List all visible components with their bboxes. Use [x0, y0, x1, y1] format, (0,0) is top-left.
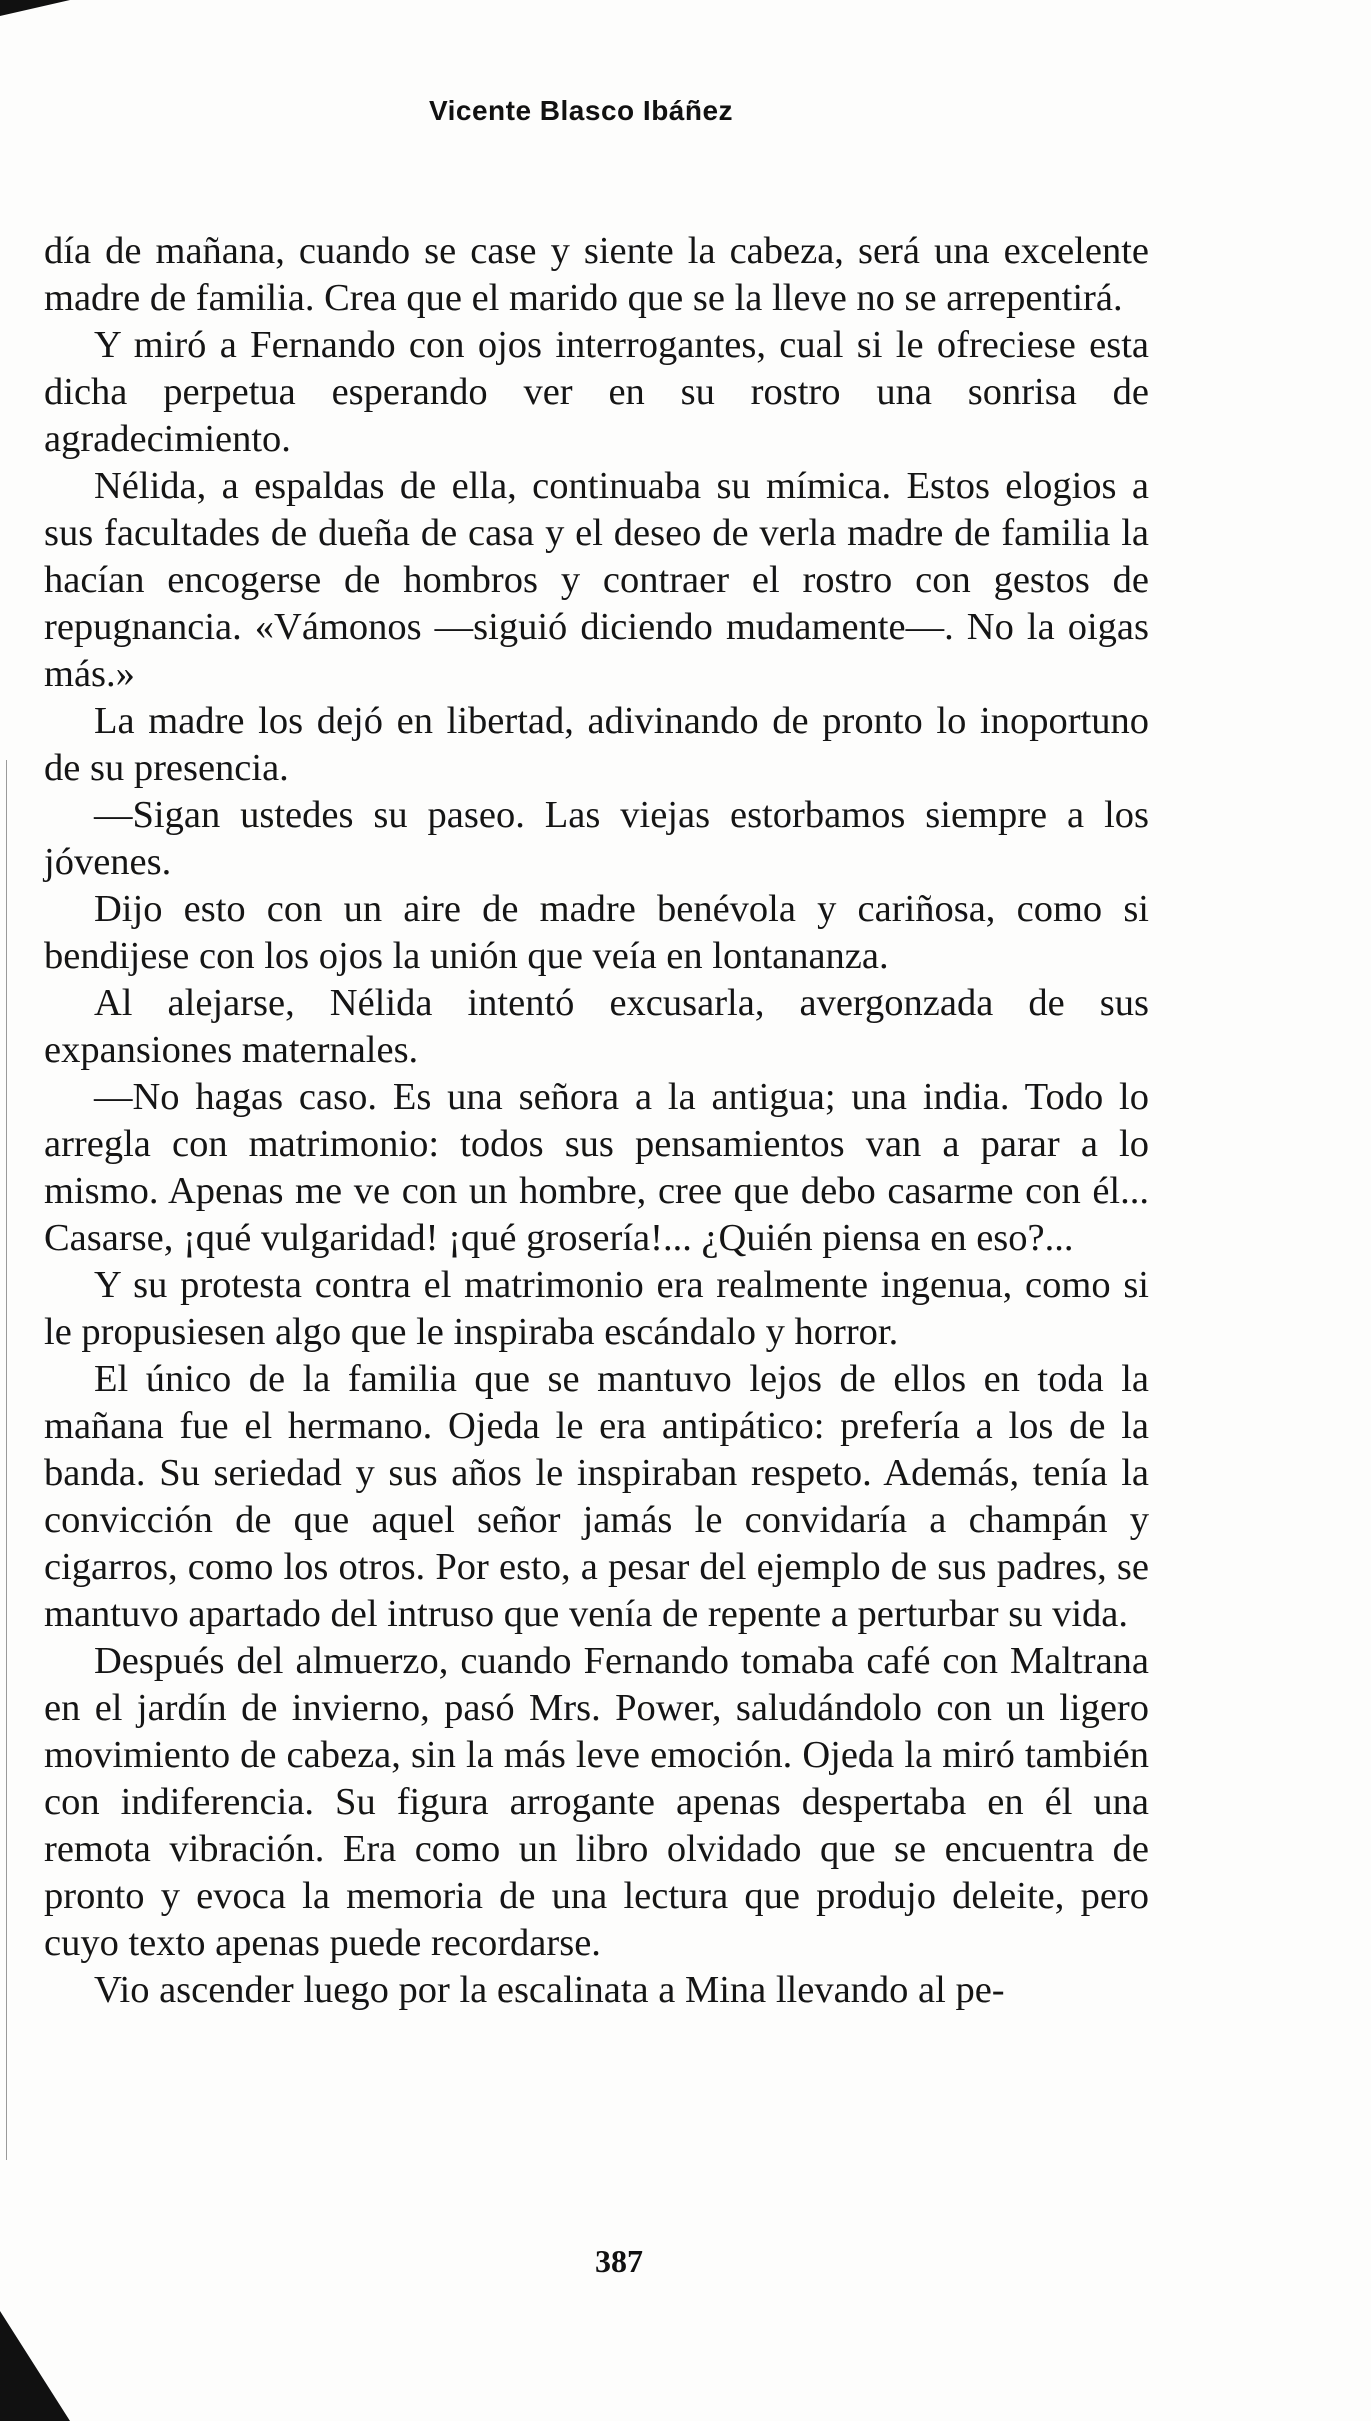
paragraph-4: La madre los dejó en libertad, adivinando de pronto lo inoportuno de su presencia.: [44, 700, 1149, 789]
running-head: Vicente Blasco Ibáñez: [428, 95, 734, 126]
paragraph-5: —Sigan ustedes su paseo. Las viejas estorbamos siempre a los jóvenes.: [44, 794, 1149, 883]
paragraph-12: Vio ascender luego por la escalinata a Mina llevando al pe-: [94, 1969, 1005, 2011]
paragraph-8: —No hagas caso. Es una señora a la antigua; una india. Todo lo arregla con matrimonio: todos sus pensamientos van a parar a lo mismo. Apenas me ve con un hombre, cree que debo casarme con él... Casarse, ¡qué vulgaridad! ¡qué grosería!... ¿Quién piensa en eso?...: [44, 1076, 1149, 1259]
paragraph-3: Nélida, a espaldas de ella, continuaba su mímica. Estos elogios a sus facultades de dueña de casa y el deseo de verla madre de familia la hacían encogerse de hombros y contraer el rostro con gestos de repugnancia. «Vámonos —siguió diciendo mudamente—. No la oigas más.»: [44, 465, 1149, 695]
paragraph-11: Después del almuerzo, cuando Fernando tomaba café con Maltrana en el jardín de invierno, pasó Mrs. Power, saludándolo con un ligero movimiento de cabeza, sin la más leve emoción. Ojeda la miró también con indiferencia. Su figura arrogante apenas despertaba en él una remota vibración. Era como un libro olvidado que se encuentra de pronto y evoca la memoria de una lectura que produjo deleite, pero cuyo texto apenas puede recordarse.: [44, 1640, 1149, 1964]
scan-corner-shadow-bottom: [0, 2311, 70, 2421]
paragraph-2: Y miró a Fernando con ojos interrogantes, cual si le ofreciese esta dicha perpetua esperando ver en su rostro una sonrisa de agradecimiento.: [44, 324, 1149, 460]
scan-edge-line: [6, 760, 7, 2160]
body-text: [44, 228, 1149, 2014]
paragraph-7: Al alejarse, Nélida intentó excusarla, avergonzada de sus expansiones maternales.: [44, 982, 1149, 1071]
paragraph-10: El único de la familia que se mantuvo lejos de ellos en toda la mañana fue el hermano. Ojeda le era antipático: prefería a los de la banda. Su seriedad y sus años le inspiraban respeto. Además, tenía la convicción de que aquel señor jamás le convidaría a champán y cigarros, como los otros. Por esto, a pesar del ejemplo de sus padres, se mantuvo apartado del intruso que venía de repente a perturbar su vida.: [44, 1358, 1149, 1635]
paragraph-6: Dijo esto con un aire de madre benévola y cariñosa, como si bendijese con los ojos la unión que veía en lontananza.: [44, 888, 1149, 977]
paragraph-1: día de mañana, cuando se case y siente la cabeza, será una excelente madre de familia. Crea que el marido que se la lleve no se arrepentirá.: [44, 230, 1149, 319]
scan-corner-shadow-top: [0, 0, 70, 16]
paragraph-9: Y su protesta contra el matrimonio era realmente ingenua, como si le propusiesen algo que le inspiraba escándalo y horror.: [44, 1264, 1149, 1353]
page-number: 387: [595, 2243, 643, 2279]
